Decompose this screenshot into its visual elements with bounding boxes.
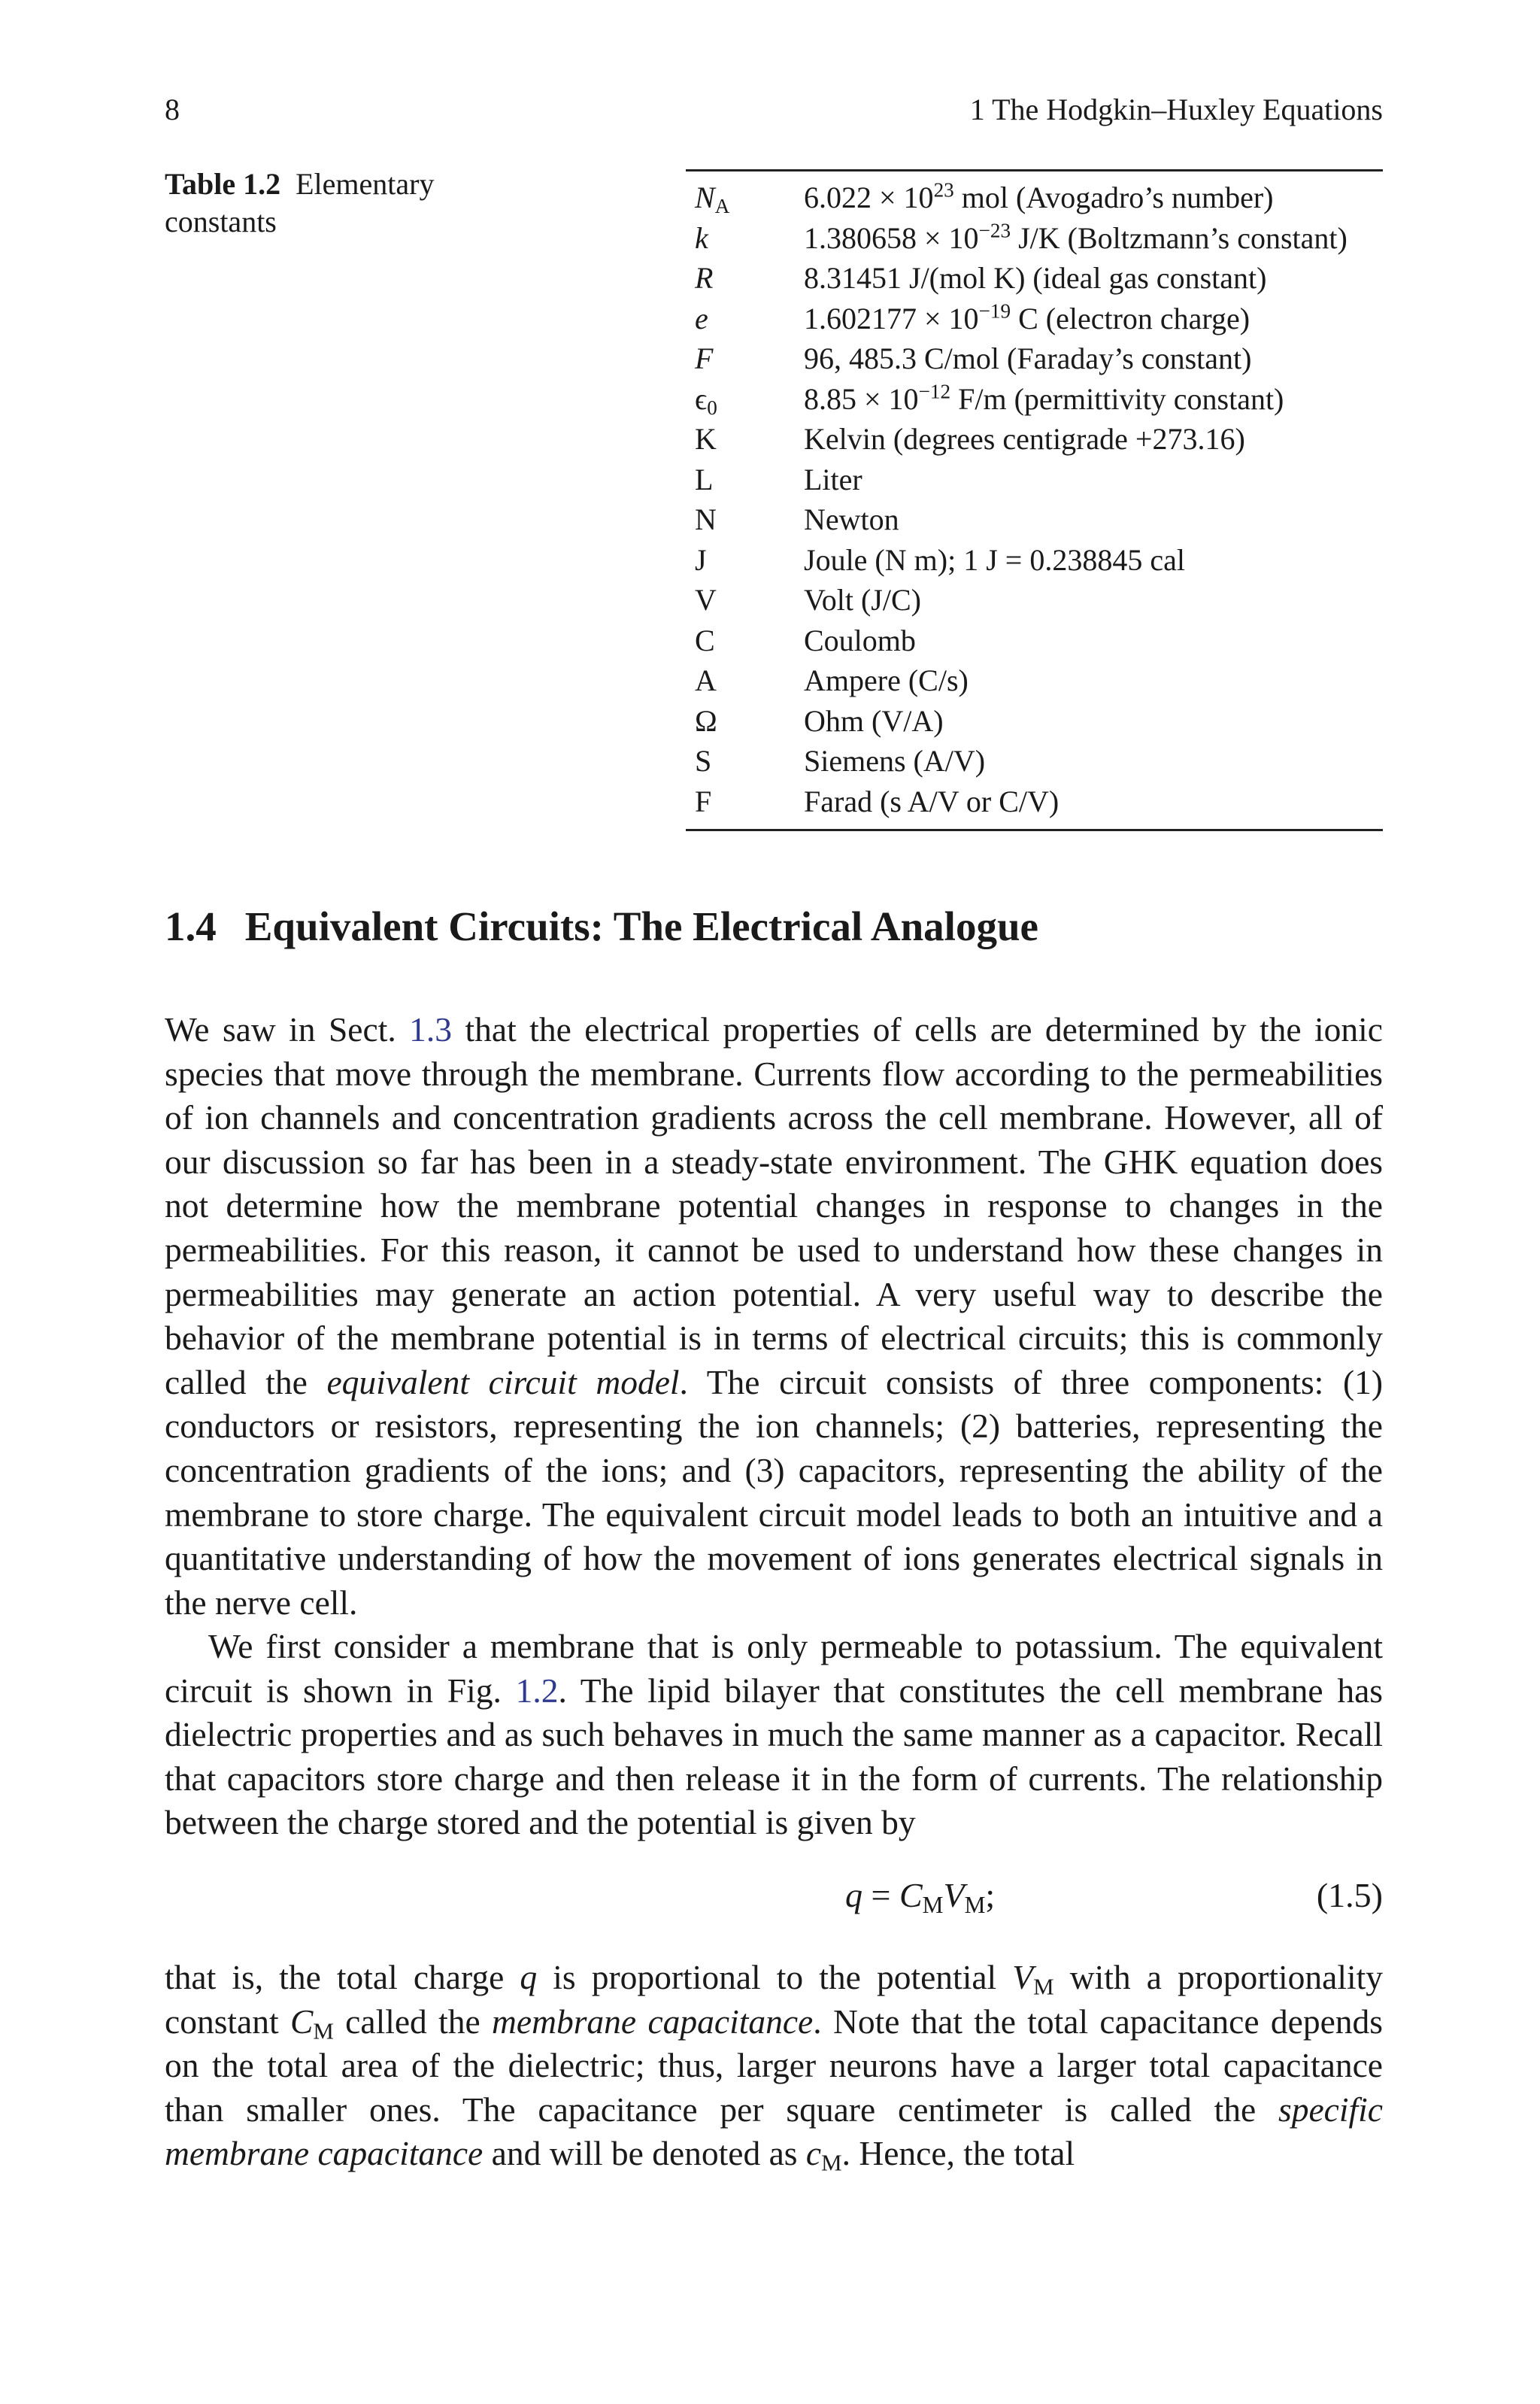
term: membrane capacitance xyxy=(492,2002,814,2041)
constant-symbol: F xyxy=(695,341,714,376)
paragraph xyxy=(165,1625,1383,1845)
constant-value: $1.602177 \times 10^{-19}$ C (electron charge) xyxy=(804,299,1250,335)
text: We saw in Sect. xyxy=(165,1010,410,1049)
eq-symbol: C xyxy=(899,1876,923,1914)
constant-symbol: S xyxy=(695,744,712,779)
text: with a proportionality constant xyxy=(165,1958,1383,2041)
table-row xyxy=(686,338,1383,379)
text: is proportional to the potential xyxy=(537,1958,1013,1996)
section-number: 1.4 xyxy=(165,903,217,949)
constant-value: Newton xyxy=(804,502,899,537)
text: . Hence, the total xyxy=(841,2134,1075,2173)
eq-punct: ; xyxy=(985,1876,996,1914)
eq-subscript: M xyxy=(922,1891,944,1918)
equation xyxy=(165,1875,1383,1920)
math-symbol: V xyxy=(1012,1958,1034,1996)
constant-symbol: $\epsilon_0$ xyxy=(695,381,717,419)
page-number: 8 xyxy=(165,93,180,126)
constant-value: 96, 485.3 C/mol (Faraday’s constant) xyxy=(804,341,1252,376)
constant-symbol: N xyxy=(695,502,717,537)
constant-value: Kelvin (degrees centigrade +273.16) xyxy=(804,422,1245,457)
table-row xyxy=(686,499,1383,540)
table-row xyxy=(686,460,1383,500)
table-caption-text: Elementary constants xyxy=(165,167,435,238)
constant-symbol: L xyxy=(695,462,714,496)
constant-symbol: k xyxy=(695,220,708,255)
constant-value: $1.380658 \times 10^{-23}$ J/K (Boltzmann’s constant) xyxy=(804,219,1348,255)
math-subscript: M xyxy=(821,2150,842,2177)
table-row xyxy=(686,540,1383,581)
text: We first consider a membrane that is only permeable to potassium. The equivalent circuit is shown in Fig. xyxy=(165,1627,1383,1710)
constant-value: Joule (N m); 1 J = 0.238845 cal xyxy=(804,542,1185,577)
table-row xyxy=(686,419,1383,460)
math-symbol: C xyxy=(290,2002,314,2041)
constant-symbol: V xyxy=(695,583,717,618)
table-row xyxy=(686,178,1383,218)
constant-symbol: J xyxy=(695,542,707,577)
math-subscript: M xyxy=(1033,1973,1054,2000)
constant-symbol: C xyxy=(695,623,715,657)
constant-symbol: R xyxy=(695,261,714,296)
constant-value: Siemens (A/V) xyxy=(804,744,986,779)
table-row xyxy=(686,580,1383,621)
eq-symbol: q xyxy=(845,1876,862,1914)
math-subscript: M xyxy=(313,2017,334,2044)
paragraph xyxy=(165,1008,1383,1625)
math-symbol: c xyxy=(805,2134,822,2173)
constant-value: Ampere (C/s) xyxy=(804,663,969,698)
text: that is, the total charge xyxy=(165,1958,520,1996)
table-row xyxy=(686,701,1383,742)
figure-link[interactable]: 1.2 xyxy=(515,1671,559,1710)
constant-value: Volt (J/C) xyxy=(804,583,921,618)
constant-value: Coulomb xyxy=(804,623,916,657)
constant-symbol: e xyxy=(695,301,708,335)
constant-value: $8.85 \times 10^{-12}$ F/m (permittivity constant) xyxy=(804,380,1284,416)
table-row xyxy=(686,782,1383,822)
constants-table xyxy=(686,169,1383,831)
table-row xyxy=(686,660,1383,701)
text: . Note that the total capacitance depends on the total area of the dielectric; thus, larger neurons have a larger total capacitance than smaller ones. The capacitance per square centimeter is called the xyxy=(165,2002,1383,2129)
equation-expression xyxy=(845,1875,996,1918)
table-row xyxy=(686,621,1383,661)
equation-number: (1.5) xyxy=(1316,1876,1383,1914)
constant-value: Ohm (V/A) xyxy=(804,703,944,738)
term: equivalent circuit model xyxy=(326,1362,680,1401)
constant-symbol: K xyxy=(695,422,717,457)
term: specific membrane capacitance xyxy=(165,2090,1383,2173)
eq-symbol: V xyxy=(943,1876,965,1914)
math-symbol: q xyxy=(520,1958,538,1996)
table-row xyxy=(686,741,1383,782)
constant-value: $6.022 \times 10^{23}$ mol (Avogadro’s number) xyxy=(804,178,1274,215)
section-heading xyxy=(165,903,1038,950)
constant-value: 8.31451 J/(mol K) (ideal gas constant) xyxy=(804,261,1267,296)
text: that the electrical properties of cells are determined by the ionic species that move through the membrane. Currents flow according to the permeabilities of ion channels and concentration gradients across the cell membrane. However, all of our discussion so far has been in a steady-state environment. The GHK equation does not determine how the membrane potential changes in response to changes in the permeabilities. For this reason, it cannot be used to understand how these changes in permeabilities may generate an action potential. A very useful way to describe the behavior of the membrane potential is in terms of electrical circuits; this is commonly called the xyxy=(165,1010,1383,1401)
table-caption xyxy=(165,165,480,241)
table-row xyxy=(686,258,1383,299)
table-row xyxy=(686,379,1383,420)
constant-symbol: F xyxy=(695,784,712,818)
table-row xyxy=(686,218,1383,259)
eq-subscript: M xyxy=(964,1891,986,1918)
table-row xyxy=(686,299,1383,339)
section-title: Equivalent Circuits: The Electrical Analogue xyxy=(244,903,1038,949)
running-header xyxy=(165,92,1383,137)
constant-value: Liter xyxy=(804,462,862,496)
constant-symbol: Ω xyxy=(695,703,717,738)
text: . The lipid bilayer that constitutes the cell membrane has dielectric properties and as such behaves in much the same manner as a capacitor. Recall that capacitors store charge and then release it in the form of currents. The relationship between the charge stored and the potential is given by xyxy=(165,1671,1383,1842)
running-title: 1 The Hodgkin–Huxley Equations xyxy=(969,93,1383,126)
table-label: Table 1.2 xyxy=(165,167,281,201)
section-link[interactable]: 1.3 xyxy=(409,1010,453,1049)
paragraph xyxy=(165,1956,1383,2176)
constant-symbol: A xyxy=(695,663,717,698)
constant-value: Farad (s A/V or C/V) xyxy=(804,784,1060,818)
eq-operator: = xyxy=(871,1876,891,1914)
constant-symbol: $N_A$ xyxy=(695,181,730,218)
text: . The circuit consists of three components: (1) conductors or resistors, representing the ion channels; (2) batteries, representing the concentration gradients of the ions; and (3) capacitors, representing the ability of the membrane to store charge. The equivalent circuit model leads to both an intuitive and a quantitative understanding of how the movement of ions generates electrical signals in the nerve cell. xyxy=(165,1362,1383,1622)
text: and will be denoted as xyxy=(483,2134,806,2173)
text: called the xyxy=(333,2002,493,2041)
